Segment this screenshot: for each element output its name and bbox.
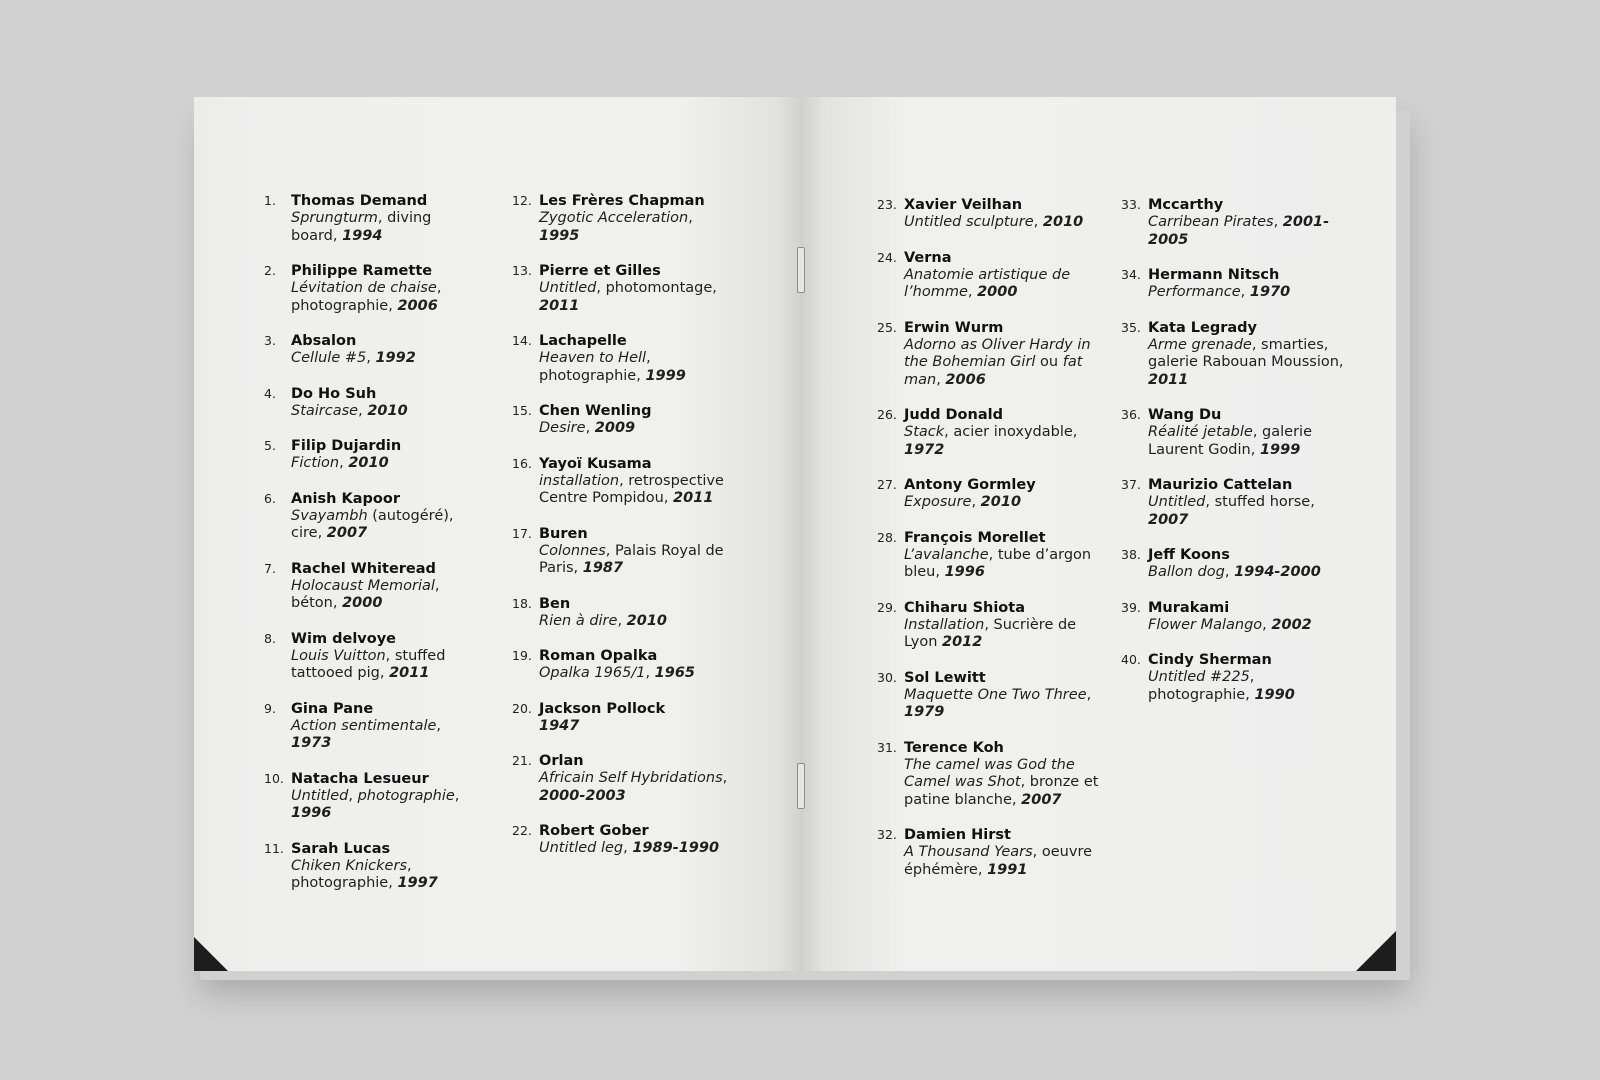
artwork-entry xyxy=(512,822,729,858)
artwork-entry xyxy=(264,840,481,893)
artwork-details xyxy=(1148,214,1348,249)
entry-number: 33. xyxy=(1121,197,1141,212)
artwork-title: installation xyxy=(539,472,620,489)
artwork-title: Africain Self Hybridations xyxy=(539,770,723,786)
artwork-title: Flower Malango xyxy=(1148,616,1263,633)
artwork-details xyxy=(539,210,729,245)
artwork-entry xyxy=(1121,319,1348,390)
artist-name: Robert Gober xyxy=(539,823,649,839)
artwork-medium: , photographie, xyxy=(291,280,442,314)
artist-name: Orlan xyxy=(539,753,584,769)
artwork-details xyxy=(904,424,1104,459)
artwork-details xyxy=(539,613,729,631)
artwork-year: 1987 xyxy=(582,560,624,576)
artist-name: Wim delvoye xyxy=(291,630,397,647)
artwork-title: Maquette One Two Three xyxy=(904,686,1087,703)
artwork-year: 2006 xyxy=(397,297,438,314)
left-page-column-1 xyxy=(264,192,481,910)
artist-name: Yayoï Kusama xyxy=(539,455,652,472)
artwork-title: Untitled xyxy=(1148,494,1206,510)
artwork-medium: , retrospective Centre Pompidou, xyxy=(539,472,724,506)
artwork-medium: , xyxy=(623,840,633,856)
artwork-year: 2010 xyxy=(367,402,408,419)
artwork-year: 2002 xyxy=(1271,616,1312,633)
entry-number: 39. xyxy=(1121,599,1141,615)
artwork-title: Heaven to Hell xyxy=(539,350,647,366)
artwork-year: 1999 xyxy=(1259,441,1301,458)
artwork-year: 2010 xyxy=(980,494,1022,510)
artwork-title: L’avalanche xyxy=(904,546,989,563)
artwork-medium: ou xyxy=(1035,354,1063,370)
artwork-details xyxy=(1148,564,1348,582)
artwork-entry xyxy=(264,560,481,613)
artwork-year: 2007 xyxy=(326,525,368,541)
artwork-details xyxy=(904,337,1104,390)
left-page-column-2 xyxy=(512,192,729,875)
entry-number: 10. xyxy=(264,770,284,786)
artist-name: Thomas Demand xyxy=(291,193,428,209)
entry-number: 20. xyxy=(512,700,532,716)
artwork-details xyxy=(904,494,1104,512)
artwork-year: 1970 xyxy=(1249,284,1291,300)
artist-name: Jeff Koons xyxy=(1148,547,1230,563)
artwork-entry xyxy=(877,196,1104,232)
artwork-medium: , xyxy=(585,420,595,436)
entry-number: 8. xyxy=(264,630,276,646)
artwork-medium: , xyxy=(722,770,728,786)
artist-name: Hermann Nitsch xyxy=(1148,267,1280,283)
artwork-details xyxy=(1148,617,1348,635)
artist-name: Erwin Wurm xyxy=(904,319,1004,336)
artwork-medium: , xyxy=(936,371,946,388)
artwork-title: A Thousand Years xyxy=(904,844,1033,860)
artwork-entry xyxy=(512,595,729,631)
entry-number: 7. xyxy=(264,560,276,576)
artwork-details xyxy=(904,617,1104,652)
artwork-year: 1989-1990 xyxy=(632,840,720,856)
artwork-year: 1972 xyxy=(904,441,945,458)
entry-number: 31. xyxy=(877,739,897,755)
entry-number: 35. xyxy=(1121,319,1141,335)
artwork-year: 1996 xyxy=(291,805,332,821)
artwork-details xyxy=(291,350,481,368)
entry-number: 25. xyxy=(877,319,897,335)
artist-name: Absalon xyxy=(291,333,357,349)
artwork-title: Sprungturm xyxy=(291,210,378,226)
artist-name: Wang Du xyxy=(1148,407,1222,423)
artist-name: Jackson Pollock xyxy=(539,700,666,717)
artwork-title: Réalité jetable xyxy=(1148,424,1253,440)
artwork-details xyxy=(539,665,729,683)
artwork-medium: , xyxy=(348,787,358,804)
artwork-medium: , béton, xyxy=(291,577,440,611)
entry-number: 1. xyxy=(264,193,276,208)
entry-number: 15. xyxy=(512,403,532,418)
entry-number: 40. xyxy=(1121,652,1141,667)
artwork-medium: , xyxy=(1224,564,1235,580)
artwork-title: Desire xyxy=(539,420,586,436)
artwork-title: Anatomie artistique de l’homme xyxy=(904,266,1071,300)
artwork-details xyxy=(291,718,481,753)
artwork-entry xyxy=(264,770,481,823)
artist-name: Xavier Veilhan xyxy=(904,197,1023,213)
artwork-entry xyxy=(877,406,1104,459)
artwork-year: 2011 xyxy=(673,490,714,506)
artwork-entry xyxy=(1121,406,1348,459)
right-page-column-1 xyxy=(877,196,1104,896)
artist-name: Judd Donald xyxy=(904,407,1003,423)
entry-number: 13. xyxy=(512,263,532,278)
artwork-title: Rien à dire xyxy=(539,612,618,629)
artwork-title: Untitled xyxy=(291,787,349,804)
artwork-details xyxy=(904,267,1104,302)
artwork-medium: , xyxy=(1033,214,1043,230)
artwork-year: 1992 xyxy=(375,350,416,366)
entry-number: 4. xyxy=(264,385,276,401)
artwork-medium: , xyxy=(1086,686,1092,703)
artwork-year: 2010 xyxy=(1042,214,1084,230)
artwork-year: 1947 xyxy=(539,717,580,734)
artwork-details xyxy=(291,508,481,543)
artwork-entry xyxy=(264,490,481,543)
entry-number: 30. xyxy=(877,669,897,685)
artwork-details xyxy=(1148,669,1348,704)
artwork-title: Chiken Knickers xyxy=(291,857,407,874)
artist-name: Maurizio Cattelan xyxy=(1148,477,1293,493)
entry-number: 22. xyxy=(512,823,532,838)
artwork-details xyxy=(291,788,481,823)
artwork-title: Adorno as Oliver Hardy in the Bohemian Girl xyxy=(904,336,1091,370)
entry-number: 37. xyxy=(1121,477,1141,492)
artwork-title: fat man xyxy=(904,354,1083,388)
artwork-year: 2001-2005 xyxy=(1148,214,1330,248)
artwork-details xyxy=(539,420,729,438)
entry-number: 9. xyxy=(264,700,276,716)
artwork-medium: , xyxy=(358,402,368,419)
artwork-details xyxy=(291,280,481,315)
artwork-details xyxy=(1148,494,1348,529)
artwork-details xyxy=(1148,337,1348,390)
artwork-year: 1999 xyxy=(645,367,686,384)
artwork-medium: (autogéré), cire, xyxy=(291,507,454,541)
artwork-title: Action sentimentale xyxy=(291,717,437,734)
artwork-year: 2012 xyxy=(942,634,983,650)
artist-name: Kata Legrady xyxy=(1148,319,1258,336)
artist-name: Mccarthy xyxy=(1148,197,1224,213)
artist-name: Natacha Lesueur xyxy=(291,770,429,787)
entry-number: 24. xyxy=(877,249,897,265)
artwork-medium: , xyxy=(688,210,693,226)
artwork-title: Untitled sculpture xyxy=(904,214,1034,230)
artwork-medium: , oeuvre éphémère, xyxy=(904,844,1093,878)
entry-number: 34. xyxy=(1121,267,1141,282)
artwork-entry xyxy=(264,332,481,368)
artwork-medium: , xyxy=(366,350,376,366)
artwork-details xyxy=(291,455,481,473)
staple-top xyxy=(797,247,805,293)
corner-triangle-bottom-right xyxy=(1356,931,1396,971)
artwork-entry xyxy=(877,476,1104,512)
artwork-medium: , Palais Royal de Paris, xyxy=(539,542,724,576)
artist-name: Do Ho Suh xyxy=(291,385,377,402)
artwork-entry xyxy=(512,525,729,578)
artwork-year: 2000 xyxy=(342,595,383,611)
artwork-year: 2009 xyxy=(594,420,636,436)
artwork-entry xyxy=(877,319,1104,390)
artist-name: Lachapelle xyxy=(539,333,627,349)
artwork-year: 1995 xyxy=(539,227,580,244)
artwork-year: 1991 xyxy=(987,861,1028,878)
artwork-medium: , xyxy=(1273,214,1283,230)
artist-name: Verna xyxy=(904,249,952,266)
artwork-entry xyxy=(512,700,729,736)
artist-name: Buren xyxy=(539,525,588,542)
artwork-entry xyxy=(512,647,729,683)
entry-number: 38. xyxy=(1121,547,1141,562)
artwork-year: 2007 xyxy=(1148,511,1189,528)
artwork-entry xyxy=(1121,651,1348,704)
entry-number: 5. xyxy=(264,438,276,453)
artist-name: Damien Hirst xyxy=(904,827,1011,843)
artwork-entry xyxy=(512,332,729,385)
artwork-details xyxy=(904,547,1104,582)
artwork-title: Performance xyxy=(1148,284,1241,300)
artist-name: Philippe Ramette xyxy=(291,263,433,279)
artwork-details xyxy=(539,280,729,315)
entry-number: 6. xyxy=(264,490,276,506)
artwork-entry xyxy=(512,402,729,438)
artist-name: Les Frères Chapman xyxy=(539,193,705,209)
entry-number: 12. xyxy=(512,193,532,208)
artist-name: Anish Kapoor xyxy=(291,490,400,507)
artwork-details xyxy=(1148,284,1348,302)
artist-name: Cindy Sherman xyxy=(1148,652,1272,668)
artwork-title: Carribean Pirates xyxy=(1148,214,1274,230)
artist-name: Rachel Whiteread xyxy=(291,560,436,577)
artist-name: François Morellet xyxy=(904,529,1046,546)
artwork-year: 2007 xyxy=(1021,791,1062,808)
artwork-title: Zygotic Acceleration xyxy=(539,210,689,226)
artwork-medium: , xyxy=(967,284,978,300)
artwork-details xyxy=(904,757,1104,810)
artist-name: Pierre et Gilles xyxy=(539,263,661,279)
artwork-entry xyxy=(877,826,1104,879)
entry-number: 29. xyxy=(877,599,897,615)
artwork-medium: , acier inoxydable, xyxy=(944,424,1078,440)
artwork-year: 2010 xyxy=(626,612,668,629)
artwork-entry xyxy=(1121,196,1348,249)
artwork-entry xyxy=(264,262,481,315)
artwork-medium: , photographie, xyxy=(1148,669,1255,703)
entry-number: 19. xyxy=(512,648,532,663)
artwork-details xyxy=(539,770,729,805)
artwork-year: 1965 xyxy=(654,665,696,681)
artwork-details xyxy=(904,214,1104,232)
artwork-medium: , stuffed tattooed pig, xyxy=(291,647,446,681)
artwork-title: Louis Vuitton xyxy=(291,647,386,664)
artwork-year: 2000 xyxy=(977,284,1018,300)
artist-name: Gina Pane xyxy=(291,700,374,717)
artwork-entry xyxy=(264,700,481,753)
artwork-year: 1973 xyxy=(291,735,332,751)
entry-number: 27. xyxy=(877,477,897,492)
artist-name: Antony Gormley xyxy=(904,477,1036,493)
artwork-entry xyxy=(512,752,729,805)
entry-number: 11. xyxy=(264,840,284,856)
artwork-medium: , xyxy=(645,665,655,681)
artwork-year: 1994 xyxy=(342,227,383,244)
artwork-details xyxy=(539,543,729,578)
artwork-title: Holocaust Memorial xyxy=(291,577,435,594)
artwork-year: 1997 xyxy=(397,875,438,891)
artwork-title: Svayambh xyxy=(291,507,368,524)
entry-number: 16. xyxy=(512,455,532,471)
artwork-entry xyxy=(512,455,729,508)
artwork-title: Colonnes xyxy=(539,542,606,559)
artwork-entry xyxy=(264,192,481,245)
artist-name: Chiharu Shiota xyxy=(904,599,1025,616)
artwork-medium: , galerie Laurent Godin, xyxy=(1148,424,1312,458)
entry-number: 36. xyxy=(1121,407,1141,422)
artwork-medium: , smarties, galerie Rabouan Moussion, xyxy=(1148,336,1344,370)
artwork-entry xyxy=(264,437,481,473)
artwork-entry xyxy=(1121,546,1348,582)
artwork-entry xyxy=(877,529,1104,582)
artwork-details xyxy=(539,473,729,508)
artwork-medium: , diving board, xyxy=(291,210,432,244)
artwork-entry xyxy=(877,739,1104,810)
artist-name: Ben xyxy=(539,595,571,612)
entry-number: 3. xyxy=(264,333,276,348)
artwork-title: Fiction xyxy=(291,455,340,471)
artwork-title: Exposure xyxy=(904,494,972,510)
entry-number: 14. xyxy=(512,333,532,348)
artwork-details xyxy=(1148,424,1348,459)
artwork-details xyxy=(291,578,481,613)
artwork-entry xyxy=(1121,266,1348,302)
artwork-medium: , photographie, xyxy=(539,350,651,384)
artwork-entry xyxy=(512,192,729,245)
artwork-title: The camel was God the Camel was Shot xyxy=(904,756,1075,790)
artist-name: Sarah Lucas xyxy=(291,840,391,857)
artwork-title: Arme grenade xyxy=(1148,336,1252,353)
artist-name: Filip Dujardin xyxy=(291,438,402,454)
artwork-details xyxy=(291,648,481,683)
artwork-year: 1996 xyxy=(944,564,985,580)
entry-number: 2. xyxy=(264,263,276,278)
artist-name: Sol Lewitt xyxy=(904,669,986,686)
entry-number: 18. xyxy=(512,595,532,611)
artwork-medium: , xyxy=(454,787,460,804)
artwork-medium: , photographie, xyxy=(291,857,412,891)
artwork-title: Untitled xyxy=(539,280,597,296)
artwork-year: 2011 xyxy=(1148,371,1189,388)
artwork-year: 2010 xyxy=(348,455,389,471)
artwork-medium: , xyxy=(1262,616,1272,633)
artwork-entry xyxy=(877,249,1104,302)
entry-number: 28. xyxy=(877,529,897,545)
artwork-entry xyxy=(264,630,481,683)
artwork-year: 2000-2003 xyxy=(539,787,626,804)
entry-number: 21. xyxy=(512,753,532,768)
artwork-medium: , xyxy=(971,494,981,510)
entry-number: 32. xyxy=(877,827,897,842)
artwork-entry xyxy=(264,385,481,421)
artwork-medium: , xyxy=(339,455,349,471)
artwork-medium: , xyxy=(1240,284,1250,300)
artwork-title: photographie xyxy=(357,787,455,804)
artwork-medium: , tube d’argon bleu, xyxy=(904,546,1092,580)
artwork-details xyxy=(904,687,1104,722)
artwork-medium: , bronze et patine blanche, xyxy=(904,774,1099,808)
artist-name: Murakami xyxy=(1148,599,1230,616)
artwork-title: Untitled leg xyxy=(539,840,624,856)
artwork-year: 2006 xyxy=(945,371,986,388)
corner-triangle-bottom-left xyxy=(194,937,228,971)
artwork-entry xyxy=(877,599,1104,652)
artwork-medium: , stuffed horse, xyxy=(1205,494,1315,510)
artwork-details xyxy=(904,844,1104,879)
artwork-medium: , xyxy=(617,612,627,629)
artwork-title: Installation xyxy=(904,616,985,633)
artwork-title: Staircase xyxy=(291,402,359,419)
artwork-details xyxy=(539,840,729,858)
artwork-details xyxy=(291,858,481,893)
artwork-title: Stack xyxy=(904,424,945,440)
artwork-entry xyxy=(1121,599,1348,635)
artwork-year: 1979 xyxy=(904,704,945,720)
artwork-title: Untitled #225 xyxy=(1148,669,1250,685)
artwork-details xyxy=(291,210,481,245)
artwork-entry xyxy=(512,262,729,315)
artwork-year: 1994-2000 xyxy=(1234,564,1321,580)
artwork-medium: , Sucrière de Lyon xyxy=(904,616,1077,650)
staple-bottom xyxy=(797,763,805,809)
artwork-details xyxy=(539,718,729,736)
artwork-title: Ballon dog xyxy=(1148,564,1225,580)
artwork-details xyxy=(539,350,729,385)
artwork-medium: , photomontage, xyxy=(596,280,717,296)
entry-number: 23. xyxy=(877,197,897,212)
artwork-year: 1990 xyxy=(1254,686,1295,703)
right-page-column-2 xyxy=(1121,196,1348,721)
artist-name: Terence Koh xyxy=(904,739,1004,756)
artwork-entry xyxy=(1121,476,1348,529)
artwork-details xyxy=(291,403,481,421)
artwork-medium: , xyxy=(436,717,442,734)
entry-number: 17. xyxy=(512,525,532,541)
artwork-year: 2011 xyxy=(389,665,430,681)
artwork-title: Cellule #5 xyxy=(291,350,367,366)
artist-name: Roman Opalka xyxy=(539,648,658,664)
artwork-title: Opalka 1965/1 xyxy=(539,665,646,681)
entry-number: 26. xyxy=(877,407,897,422)
artist-name: Chen Wenling xyxy=(539,403,652,419)
artwork-entry xyxy=(877,669,1104,722)
artwork-year: 2011 xyxy=(539,297,580,314)
artwork-title: Lévitation de chaise xyxy=(291,280,437,296)
